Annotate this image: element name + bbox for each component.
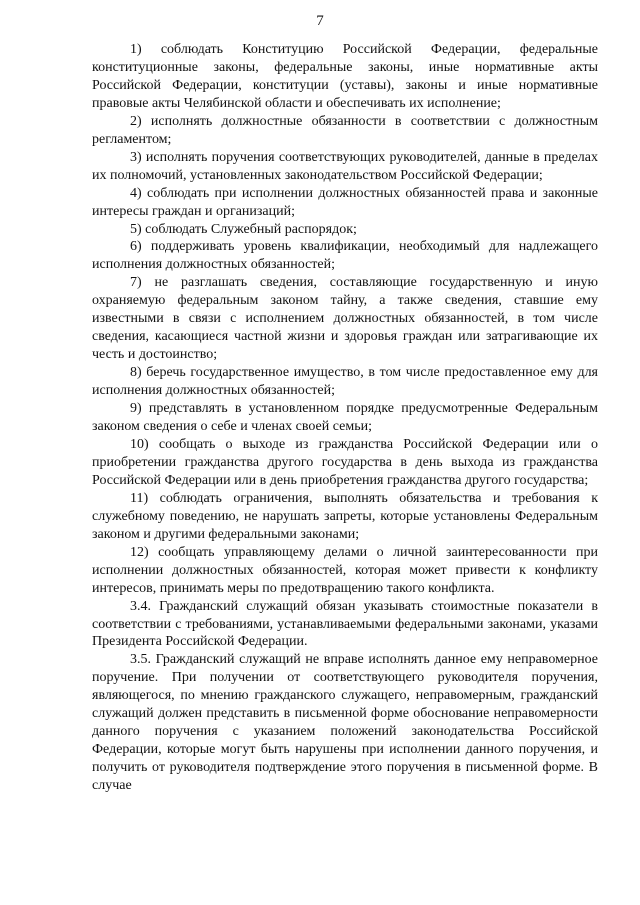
page-number: 7 bbox=[316, 13, 324, 29]
paragraph-section-3-5: 3.5. Гражданский служащий не вправе исполнять данное ему неправомерное поручение. При получении от соответствующего руководителя поручения, являющегося, по мнению гражданского служащего, неправомерным, гражданский служащий должен представить в письменной форме обоснование неправомерности данного поручения с указанием положений законодательства Российской Федерации, которые могут быть нарушены при исполнении данного поручения, и получить от руководителя подтверждение этого поручения в письменной форме. В случае bbox=[92, 652, 598, 794]
paragraph-duty-3: 3) исполнять поручения соответствующих руководителей, данные в пределах их полномочий, установленных законодательством Российской Федерации; bbox=[92, 149, 598, 183]
paragraph-duty-1: 1) соблюдать Конституцию Российской Федерации, федеральные конституционные законы, федеральные законы, иные нормативные акты Российской Федерации, конституции (уставы), законы и иные нормативные правовые акты Челябинской области и обеспечивать их исполнение; bbox=[92, 42, 598, 111]
paragraph-duty-10: 10) сообщать о выходе из гражданства Российской Федерации или о приобретении гражданства другого государства в день выхода из гражданства Российской Федерации или в день приобретения гражданства другого государства; bbox=[92, 436, 598, 488]
paragraph-duty-12: 12) сообщать управляющему делами о личной заинтересованности при исполнении должностных обязанностей, которая может привести к конфликту интересов, принимать меры по предотвращению такого конфликта. bbox=[92, 544, 598, 596]
paragraph-duty-11: 11) соблюдать ограничения, выполнять обязательства и требования к служебному поведению, не нарушать запреты, которые установлены Федеральным законом и другими федеральными законами; bbox=[92, 490, 598, 542]
paragraph-duty-6: 6) поддерживать уровень квалификации, необходимый для надлежащего исполнения должностных обязанностей; bbox=[92, 239, 598, 273]
paragraph-section-3-4: 3.4. Гражданский служащий обязан указывать стоимостные показатели в соответствии с требованиями, устанавливаемыми федеральными законами, указами Президента Российской Федерации. bbox=[92, 598, 598, 650]
paragraph-duty-7: 7) не разглашать сведения, составляющие государственную и иную охраняемую федеральным законом тайну, а также сведения, ставшие ему известными в связи с исполнением должностных обязанностей, в том числе сведения, касающиеся частной жизни и здоровья граждан или затрагивающие их честь и достоинство; bbox=[92, 275, 598, 363]
paragraph-duty-8: 8) беречь государственное имущество, в том числе предоставленное ему для исполнения должностных обязанностей; bbox=[92, 365, 598, 399]
paragraph-duty-9: 9) представлять в установленном порядке предусмотренные Федеральным законом сведения о себе и членах своей семьи; bbox=[92, 401, 598, 435]
paragraph-duty-4: 4) соблюдать при исполнении должностных обязанностей права и законные интересы граждан и организаций; bbox=[92, 185, 598, 219]
document-body bbox=[92, 41, 598, 795]
paragraph-duty-5: 5) соблюдать Служебный распорядок; bbox=[130, 221, 357, 237]
paragraph-duty-2: 2) исполнять должностные обязанности в соответствии с должностным регламентом; bbox=[92, 113, 598, 147]
